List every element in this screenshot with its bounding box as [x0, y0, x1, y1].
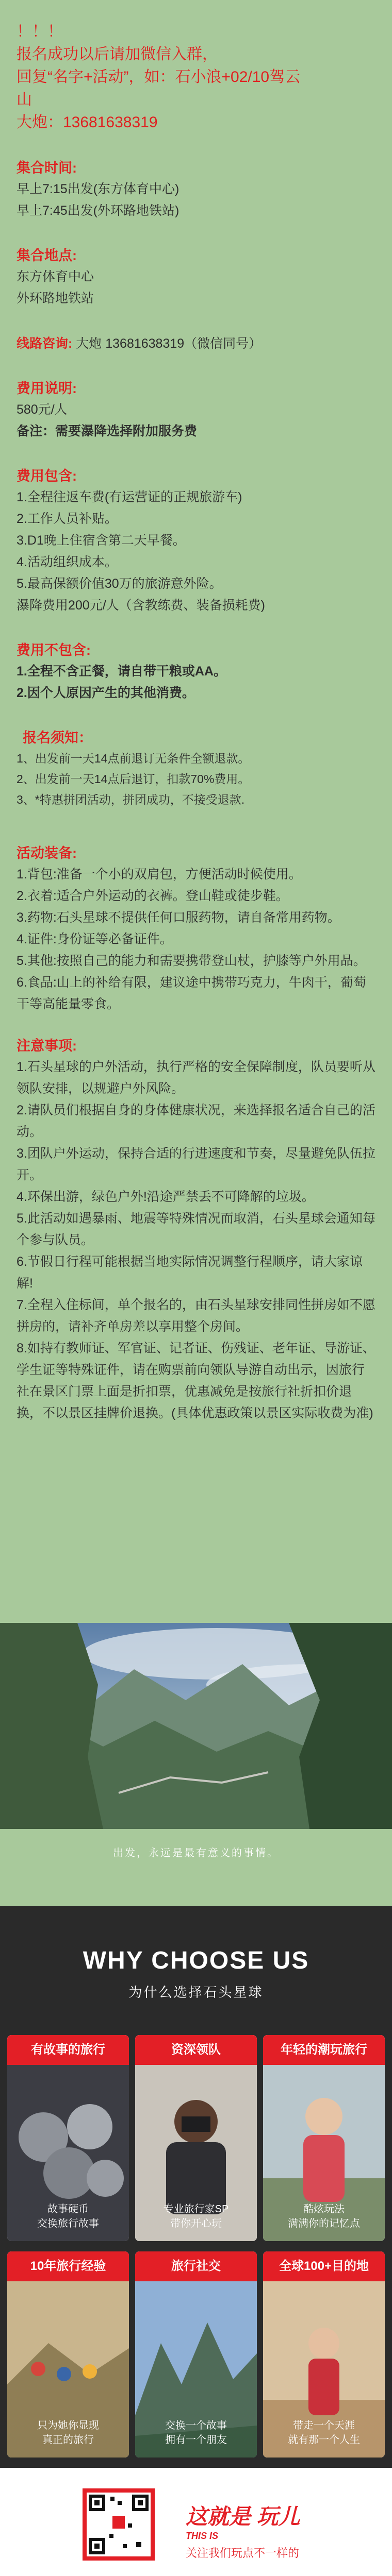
- gear-item: 3.药物:石头星球不提供任何口服药物，请自备常用药物。: [17, 910, 340, 925]
- gather-time-item: 早上7:45出发(外环路地铁站): [17, 204, 179, 218]
- feature-card[interactable]: [7, 2035, 129, 2241]
- feature-caption: 只为她你显现: [37, 2420, 99, 2431]
- notice-line: 报名成功以后请加微信入群，: [17, 46, 218, 63]
- fee-desc-title: 费用说明:: [17, 381, 77, 396]
- notice-contact: 大炮：13681638319: [17, 114, 158, 131]
- fee-include-item: 4.活动组织成本。: [17, 555, 118, 569]
- consult-row: [17, 333, 375, 354]
- fee-include-item: 2.工作人员补贴。: [17, 512, 118, 526]
- scenic-photo: [0, 1623, 392, 1829]
- attention-title: 注意事项:: [17, 1038, 77, 1054]
- attention-item: 4.环保出游，绿色户外!沿途严禁丢不可降解的垃圾。: [17, 1190, 315, 1204]
- feature-caption: 拥有一个朋友: [165, 2434, 227, 2446]
- feature-title: 年轻的潮玩旅行: [263, 2035, 385, 2065]
- gear-title: 活动装备:: [17, 845, 77, 861]
- attention-item: 5.此活动如遇暴雨、地震等特殊情况而取消，石头星球会通知每个参与队员。: [17, 1211, 375, 1247]
- mountain-landscape-image: [0, 1623, 392, 1829]
- signup-item: 2、出发前一天14点后退订，扣款70%费用。: [17, 772, 250, 786]
- feature-caption: 带走一个天涯: [293, 2420, 355, 2431]
- slogan-block: [186, 2500, 300, 2561]
- fee-exclude-item: 1.全程不含正餐，请自带干粮或AA。: [17, 664, 226, 679]
- fee-note: 备注：需要瀑降选择附加服务费: [17, 424, 198, 438]
- attention-item: 3.团队户外运动，保持合适的行进速度和节奏，尽量避免队伍拉开。: [17, 1146, 375, 1182]
- feature-caption: 酷炫玩法: [303, 2204, 345, 2215]
- signup-item: 1、出发前一天14点前退订无条件全额退款。: [17, 752, 250, 765]
- consult-title: 线路咨询:: [17, 336, 73, 351]
- feature-caption: 专业旅行家SP: [163, 2204, 229, 2215]
- why-heading: WHY CHOOSE US: [83, 1947, 309, 1974]
- fee-price: 580元/人: [17, 402, 68, 417]
- notice-line: 回复“名字+活动”，如：石小浪+02/10驾云: [17, 69, 301, 86]
- slogan-sub: 关注我们玩点不一样的: [186, 2547, 300, 2560]
- footer: [0, 2468, 392, 2576]
- feature-title: 旅行社交: [135, 2251, 257, 2281]
- fee-exclude-title: 费用不包含:: [17, 642, 91, 658]
- attention-item: 7.全程入住标间，单个报名的，由石头星球安排同性拼房如不愿拼房的，请补齐单房差以享用整个房间。: [17, 1298, 375, 1334]
- feature-caption: 满满你的记忆点: [288, 2218, 360, 2229]
- fee-include-item: 1.全程往返车费(有运营证的正规旅游车): [17, 490, 242, 504]
- feature-card[interactable]: [263, 2251, 385, 2458]
- gear-item: 2.衣着:适合户外运动的衣裤。登山鞋或徒步鞋。: [17, 889, 289, 903]
- feature-card[interactable]: [135, 2251, 257, 2458]
- signup-item: 3、*特惠拼团活动，拼团成功，不接受退款.: [17, 793, 245, 806]
- feature-title: 资深领队: [135, 2035, 257, 2065]
- notice-line: ！！！: [17, 23, 63, 40]
- fee-include-item: 3.D1晚上住宿含第二天早餐。: [17, 533, 186, 548]
- qr-pattern: [87, 2493, 151, 2556]
- feature-title: 10年旅行经验: [7, 2251, 129, 2281]
- feature-caption: 交换一个故事: [165, 2420, 227, 2431]
- gather-place-item: 东方体育中心: [17, 269, 94, 284]
- qr-code-icon[interactable]: [83, 2488, 155, 2561]
- feature-card[interactable]: [7, 2251, 129, 2458]
- notice-line: 山: [17, 91, 32, 108]
- feature-title: 有故事的旅行: [7, 2035, 129, 2065]
- attention-item: 6.节假日行程可能根据当地实际情况调整行程顺序，请大家谅解!: [17, 1255, 363, 1291]
- gear-item: 1.背包:准备一个小的双肩包，方便活动时候使用。: [17, 867, 302, 882]
- gear-item: 6.食品:山上的补给有限，建议途中携带巧克力，牛肉干，葡萄干等高能量零食。: [17, 975, 366, 1011]
- gather-time-title: 集合时间:: [17, 160, 77, 176]
- quote-text: 出发，永远是最有意义的事情。: [113, 1848, 279, 1859]
- fee-include-title: 费用包含:: [17, 468, 77, 484]
- gear-item: 5.其他:按照自己的能力和需要携带登山杖，护膝等户外用品。: [17, 954, 366, 968]
- attention-item: 8.如持有教师证、军官证、记者证、伤残证、老年证、导游证、学生证等特殊证件，请在购票前向领队导游自动出示，因旅行社在景区门票上面是折扣票，优惠减免是按旅行社折扣价退换，不以景区挂牌价退换。(具体优惠政策以景区实际收费为准): [17, 1341, 375, 1420]
- slogan-main: 这就是 玩儿: [186, 2504, 300, 2529]
- feature-caption: 真正的旅行: [42, 2434, 94, 2446]
- slogan-tag: THIS IS: [186, 2531, 219, 2541]
- attention-item: 1.石头星球的户外活动，执行严格的安全保障制度，队员要听从领队安排，以规避户外风险。: [17, 1060, 375, 1096]
- why-choose-us-header: [0, 1906, 392, 2030]
- gear-item: 4.证件:身份证等必备证件。: [17, 932, 173, 946]
- fee-include-item: 瀑降费用200元/人（含教练费、装备损耗费): [17, 598, 265, 613]
- feature-grid: [0, 2030, 392, 2468]
- quote-band: [0, 1829, 392, 1906]
- feature-card[interactable]: [135, 2035, 257, 2241]
- gather-place-title: 集合地点:: [17, 248, 77, 263]
- signup-title: 报名须知：: [23, 730, 92, 745]
- fee-exclude-item: 2.因个人原因产生的其他消费。: [17, 686, 195, 700]
- why-subheading: 为什么选择石头星球: [128, 1985, 264, 2000]
- feature-title: 全球100+目的地: [263, 2251, 385, 2281]
- attention-item: 2.请队员们根据自身的身体健康状况，来选择报名适合自己的活动。: [17, 1103, 375, 1139]
- feature-caption: 带你开心玩: [170, 2218, 222, 2229]
- feature-caption: 就有那一个人生: [288, 2434, 360, 2446]
- gather-time-item: 早上7:15出发(东方体育中心): [17, 182, 179, 196]
- feature-caption: 故事硬币: [47, 2204, 89, 2215]
- consult-value: 大炮 13681638319（微信同号）: [76, 336, 262, 351]
- gather-place-item: 外环路地铁站: [17, 291, 94, 306]
- notice-block: [17, 21, 375, 134]
- feature-caption: 交换旅行故事: [37, 2218, 99, 2229]
- feature-card[interactable]: [263, 2035, 385, 2241]
- fee-include-item: 5.最高保额价值30万的旅游意外险。: [17, 577, 222, 591]
